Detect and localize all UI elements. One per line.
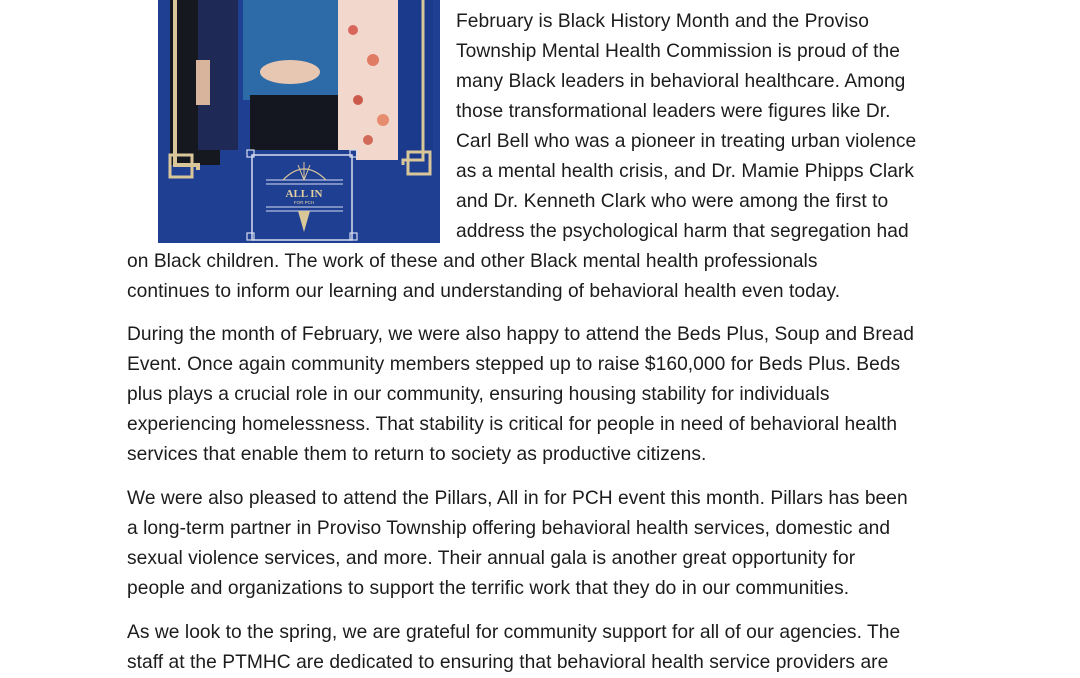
text-line: As we look to the spring, we are grateful for community support for all of our agencies. The bbox=[127, 622, 901, 643]
text-line: staff at the PTMHC are dedicated to ensuring that behavioral health service providers are bbox=[127, 652, 889, 673]
text-line: Carl Bell who was a pioneer in treating urban violence bbox=[456, 131, 917, 152]
text-line: those transformational leaders were figures like Dr. bbox=[456, 101, 891, 122]
text-line: people and organizations to support the terrific work that they do in our communities. bbox=[127, 578, 850, 599]
event-photo bbox=[158, 0, 440, 243]
text-line: as a mental health crisis, and Dr. Mamie Phipps Clark bbox=[456, 161, 915, 182]
text-line: plus plays a crucial role in our community, ensuring housing stability for individuals bbox=[127, 384, 830, 405]
text-line: During the month of February, we were also happy to attend the Beds Plus, Soup and Bread bbox=[127, 324, 914, 345]
text-line: continues to inform our learning and understanding of behavioral health even today. bbox=[127, 281, 841, 302]
text-line: Township Mental Health Commission is proud of the bbox=[456, 41, 900, 62]
logo-title: ALL IN bbox=[285, 188, 323, 200]
text-line: on Black children. The work of these and other Black mental health professionals bbox=[127, 251, 818, 272]
text-line: services that enable them to return to society as productive citizens. bbox=[127, 444, 707, 465]
text-line: and Dr. Kenneth Clark who were among the first to bbox=[456, 191, 889, 212]
text-line: Event. Once again community members stepped up to raise $160,000 for Beds Plus. Beds bbox=[127, 354, 901, 375]
photo-illustration bbox=[158, 0, 440, 243]
logo-subtitle: FOR PCH bbox=[293, 200, 315, 205]
text-line: We were also pleased to attend the Pillars, All in for PCH event this month. Pillars has been bbox=[127, 488, 908, 509]
text-line: many Black leaders in behavioral healthcare. Among bbox=[456, 71, 906, 92]
text-line: sexual violence services, and more. Their annual gala is another great opportunity for bbox=[127, 548, 856, 569]
text-line: a long-term partner in Proviso Township offering behavioral health services, domestic and bbox=[127, 518, 891, 539]
text-line: February is Black History Month and the Proviso bbox=[456, 11, 869, 32]
text-line: experiencing homelessness. That stability is critical for people in need of behavioral health bbox=[127, 414, 898, 435]
text-line: address the psychological harm that segregation had bbox=[456, 221, 909, 242]
